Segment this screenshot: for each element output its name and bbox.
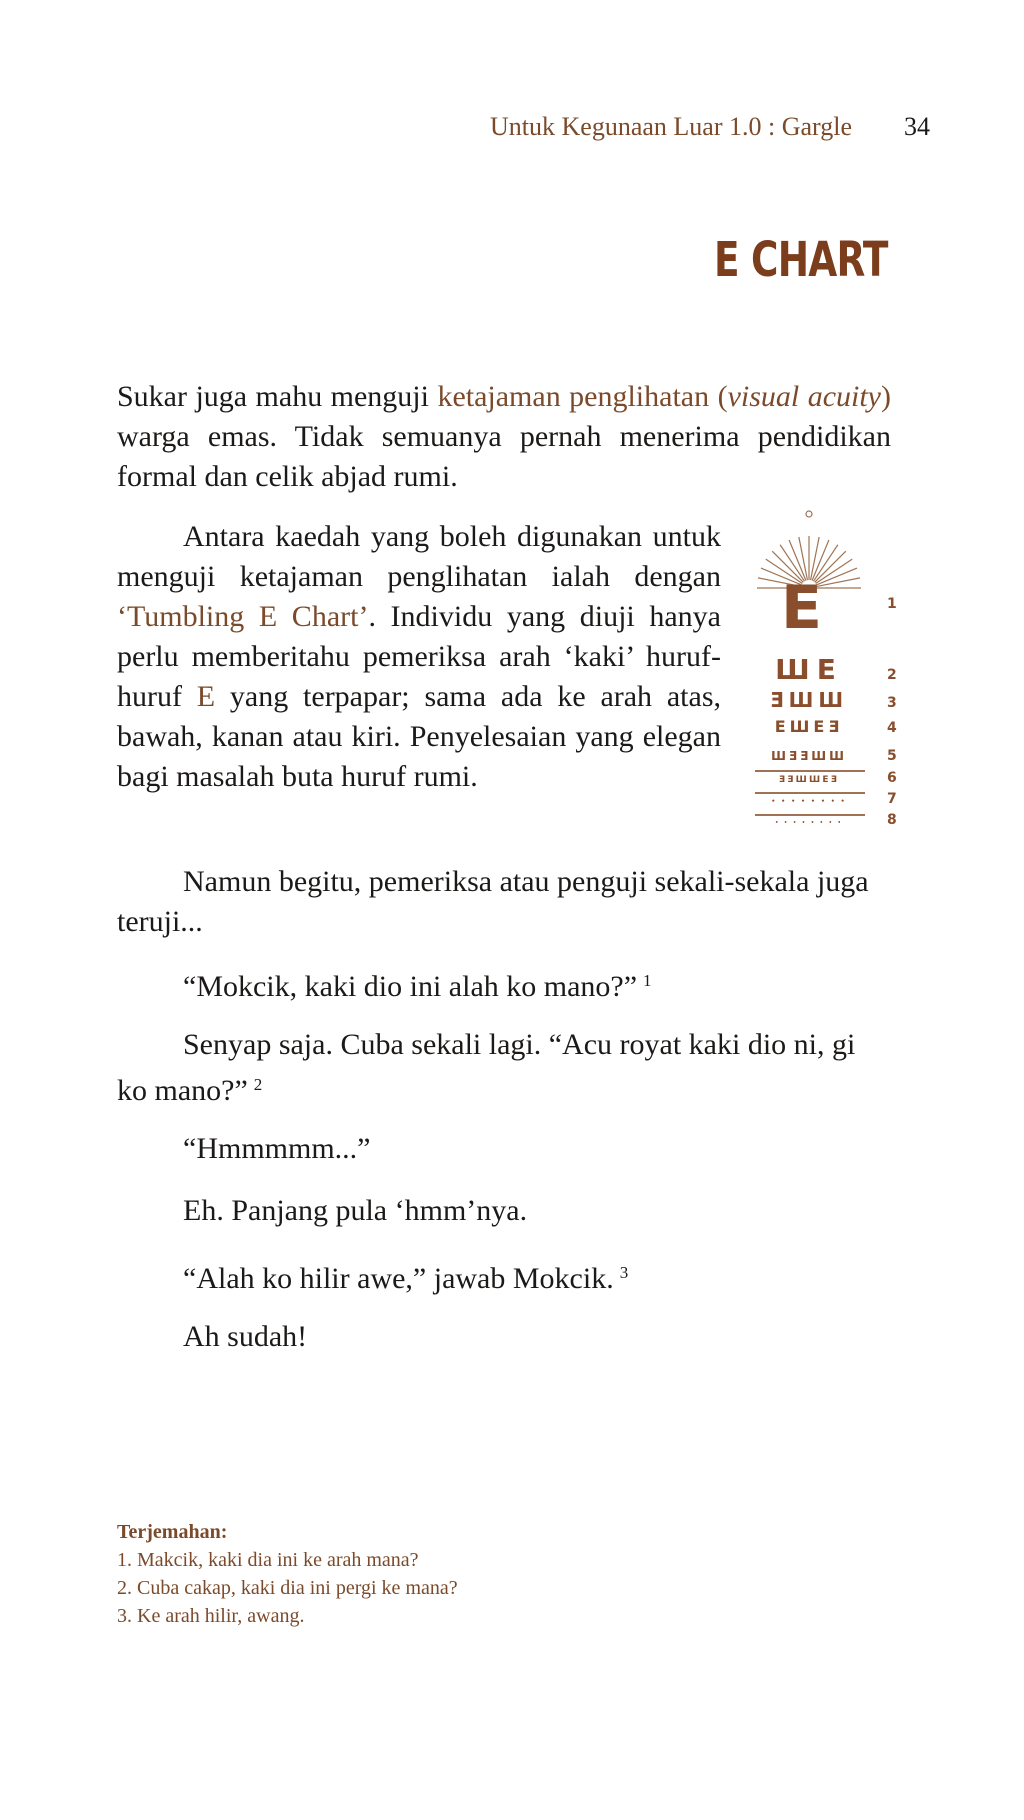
term-visual-acuity-english: visual acuity <box>727 380 881 413</box>
glossary-title: Terjemahan: <box>117 1521 228 1543</box>
paren-open: ( <box>709 380 728 413</box>
letter-e: E <box>196 680 216 713</box>
chart-row-number-2: 2 <box>887 667 897 683</box>
chart-row-number-8: 8 <box>887 812 897 828</box>
chart-row-number-7: 7 <box>887 791 897 807</box>
footnote-ref-2: 2 <box>253 1075 263 1094</box>
chart-row-4: EШEƎ <box>774 717 844 736</box>
dialogue-line-4 <box>117 1191 891 1231</box>
dialogue-line-2 <box>117 1025 891 1111</box>
chart-row-number-6: 6 <box>887 770 897 786</box>
dialogue-text-2: Senyap saja. Cuba sekali lagi. “Acu royat kaki dio ni, gi ko mano?” <box>117 1028 856 1107</box>
dialogue-line-5 <box>117 1253 891 1299</box>
chart-row-number-3: 3 <box>887 695 897 711</box>
dialogue-line-6 <box>117 1317 891 1357</box>
p2-text-b: . Individu yang diuji hanya perlu memberitahu pemeriksa arah ‘kaki’ huruf-huruf <box>117 600 721 713</box>
running-title: Untuk Kegunaan Luar 1.0 : Gargle <box>490 112 852 141</box>
page-number: 34 <box>904 112 930 141</box>
dialogue-line-3 <box>117 1129 891 1169</box>
dialogue-text-1: “Mokcik, kaki dio ini alah ko mano?” <box>183 970 638 1003</box>
chart-row-3: ƎШШ <box>769 688 849 712</box>
dialogue-text-5: “Alah ko hilir awe,” jawab Mokcik. <box>183 1262 614 1295</box>
running-header <box>490 112 930 142</box>
dialogue-text-6: Ah sudah! <box>183 1320 308 1353</box>
chart-name: ‘Tumbling E Chart’ <box>117 600 369 633</box>
chart-row-5: ШƎƎШШ <box>771 749 847 763</box>
chart-row-7: • • • • • • • • <box>771 798 847 805</box>
term-visual-acuity-malay: ketajaman penglihatan <box>437 380 710 413</box>
dialogue-line-1 <box>117 961 891 1007</box>
p2-text-c: yang terpapar; sama ada ke arah atas, bawah, kanan atau kiri. Penyelesaian yang elegan bagi masalah buta huruf rumi. <box>117 680 722 793</box>
paragraph-intro <box>117 377 891 497</box>
chart-row-number-1: 1 <box>887 596 897 612</box>
chart-row-number-5: 5 <box>887 748 897 764</box>
glossary-item-1: 1. Makcik, kaki dia ini ke arah mana? <box>117 1549 419 1571</box>
footnote-ref-1: 1 <box>643 971 652 990</box>
glossary-item-2: 2. Cuba cakap, kaki dia ini pergi ke mana? <box>117 1577 458 1599</box>
p2-text-a: Antara kaedah yang boleh digunakan untuk menguji ketajaman penglihatan ialah dengan <box>117 520 721 593</box>
glossary <box>117 1518 458 1630</box>
p1-text-b: warga emas. Tidak semuanya pernah menerima pendidikan formal dan celik abjad rumi. <box>117 420 891 493</box>
paragraph-e-chart <box>117 517 721 797</box>
dialogue-text-4: Eh. Panjang pula ‘hmm’nya. <box>183 1194 528 1227</box>
dialogue-text-3: “Hmmmmm...” <box>183 1132 371 1165</box>
chart-row-6: ƎƎШШEƎ <box>778 775 840 785</box>
chart-row-1: E <box>781 573 837 643</box>
tumbling-e-chart-image <box>737 508 897 838</box>
footnote-ref-3: 3 <box>619 1263 629 1282</box>
glossary-item-3: 3. Ke arah hilir, awang. <box>117 1605 305 1627</box>
chapter-title: E CHART <box>714 232 888 288</box>
paren-close: ) <box>881 380 891 413</box>
chart-row-number-4: 4 <box>887 720 897 736</box>
chart-row-8: • • • • • • • • <box>775 820 843 826</box>
p1-text-a: Sukar juga mahu menguji <box>117 380 438 413</box>
paragraph-examiner: Namun begitu, pemeriksa atau penguji sekali-sekala juga teruji... <box>117 865 869 938</box>
chart-row-2: ШE <box>775 653 843 686</box>
